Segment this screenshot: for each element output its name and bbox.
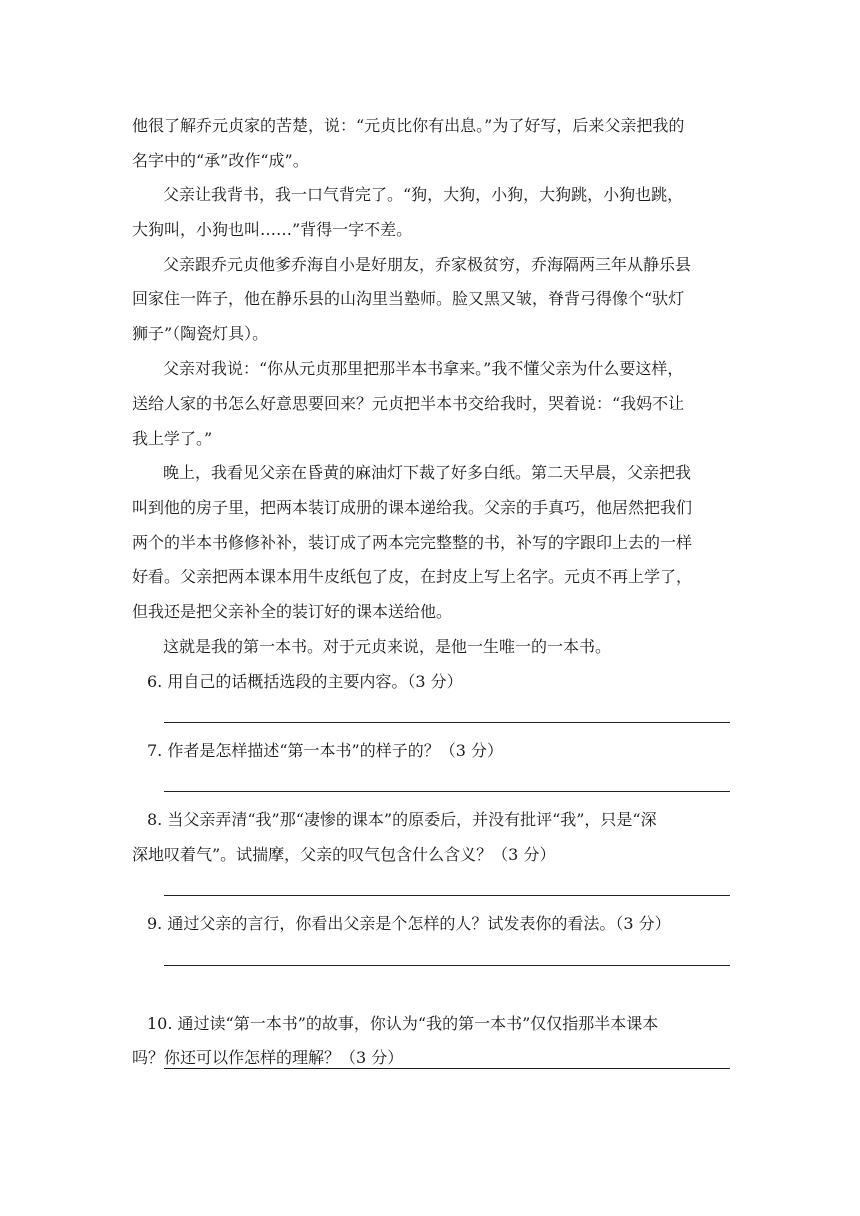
question-10-cont: 吗？你还可以作怎样的理解？（3 分）	[132, 1048, 404, 1067]
answer-line-8[interactable]	[164, 895, 730, 896]
question-7: 7. 作者是怎样描述“第一本书”的样子的？（3 分）	[147, 741, 503, 760]
passage-line: 这就是我的第一本书。对于元贞来说，是他一生唯一的一本书。	[163, 637, 612, 656]
passage-line: 他很了解乔元贞家的苦楚，说：“元贞比你有出息。”为了好写，后来父亲把我的	[132, 116, 685, 135]
passage-line: 父亲对我说：“你从元贞那里把那半本书拿来。”我不懂父亲为什么要这样，	[163, 359, 684, 378]
question-8-cont: 深地叹着气”。试揣摩，父亲的叹气包含什么含义？（3 分）	[132, 845, 556, 864]
passage-line: 名字中的“承”改作“成”。	[132, 151, 309, 170]
answer-line-10[interactable]	[164, 1068, 730, 1069]
passage-line: 但我还是把父亲补全的装订好的课本送给他。	[132, 602, 453, 621]
answer-line-9[interactable]	[164, 965, 730, 966]
passage-line: 好看。父亲把两本课本用牛皮纸包了皮，在封皮上写上名字。元贞不再上学了，	[132, 567, 693, 586]
passage-line: 两个的半本书修修补补，装订成了两本完完整整的书，补写的字跟印上去的一样	[132, 533, 693, 552]
passage-line: 大狗叫，小狗也叫……”背得一字不差。	[132, 220, 413, 239]
question-6: 6. 用自己的话概括选段的主要内容。（3 分）	[147, 672, 463, 691]
answer-line-7[interactable]	[164, 791, 730, 792]
passage-line: 父亲跟乔元贞他爹乔海自小是好朋友，乔家极贫穷，乔海隔两三年从静乐县	[163, 255, 692, 274]
passage-line: 狮子”（陶瓷灯具）。	[132, 324, 269, 343]
passage-line: 我上学了。”	[132, 429, 213, 448]
answer-line-6[interactable]	[164, 722, 730, 723]
question-8: 8. 当父亲弄清“我”那“凄惨的课本”的原委后，并没有批评“我”，只是“深	[147, 810, 657, 829]
passage-line: 父亲让我背书，我一口气背完了。“狗，大狗，小狗，大狗跳，小狗也跳，	[163, 185, 684, 204]
passage-line: 送给人家的书怎么好意思要回来？元贞把半本书交给我时，哭着说：“我妈不让	[132, 394, 685, 413]
question-10: 10. 通过读“第一本书”的故事，你认为“我的第一本书”仅仅指那半本课本	[147, 1014, 659, 1033]
passage-line: 晚上，我看见父亲在昏黄的麻油灯下裁了好多白纸。第二天早晨，父亲把我	[163, 463, 692, 482]
passage-line: 回家住一阵子，他在静乐县的山沟里当塾师。脸又黑又皱，脊背弓得像个“驮灯	[132, 289, 685, 308]
passage-line: 叫到他的房子里，把两本装订成册的课本递给我。父亲的手真巧，他居然把我们	[132, 498, 693, 517]
question-9: 9. 通过父亲的言行，你看出父亲是个怎样的人？试发表你的看法。（3 分）	[147, 914, 671, 933]
